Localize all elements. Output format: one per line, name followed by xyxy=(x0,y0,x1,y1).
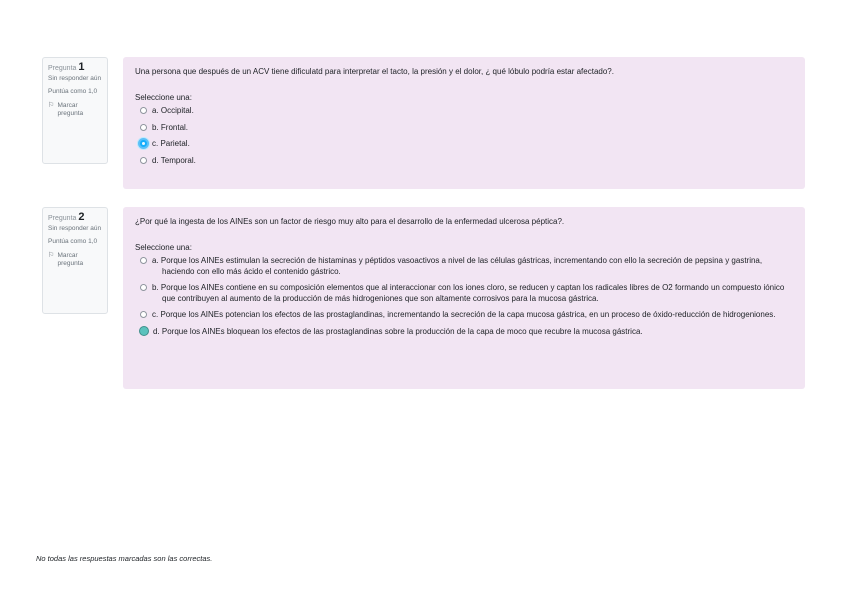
radio-button-selected[interactable] xyxy=(139,326,149,336)
answer-option-b[interactable] xyxy=(135,123,793,134)
flag-question-link[interactable] xyxy=(48,252,102,269)
question-number: Pregunta 1 xyxy=(48,61,85,73)
answer-label: b. Frontal. xyxy=(152,122,189,132)
answer-label: c. Parietal. xyxy=(152,139,190,148)
answer-option-c[interactable] xyxy=(135,310,793,321)
answer-label: d. Porque los AINEs bloquean los efectos de las prostaglandinas sobre la producción de la capa de moco que recubre la mucosa gástrica. xyxy=(153,326,643,336)
radio-button[interactable] xyxy=(140,257,147,264)
flag-icon: ⚐ xyxy=(48,251,55,259)
answer-option-b[interactable] xyxy=(135,283,793,304)
answer-prompt: Seleccione una: xyxy=(135,242,192,252)
question-state: Sin responder aún xyxy=(48,224,102,232)
answer-label: b. Porque los AINEs contiene en su composición elementos que al interaccionar con los iones cloro, se reducen y captan los radicales libres de O2 formando un compuesto iónico que contribuyen al aumento de la producción de más hidrogeniones que son altamente corrosivos para la mucosa gástrica. xyxy=(152,283,785,303)
radio-button[interactable] xyxy=(140,311,147,318)
answer-label: a. Porque los AINEs estimulan la secreción de histaminas y péptidos vasoactivos a nivel de las células gástricas, incrementando con ello la secreción de pepsina y gastrina, haciendo con ello más ácido el contenido gástrico. xyxy=(152,256,763,276)
question-grade: Puntúa como 1,0 xyxy=(48,88,98,95)
answer-prompt: Seleccione una: xyxy=(135,92,192,102)
answer-option-d[interactable] xyxy=(135,156,793,167)
answer-label: d. Temporal. xyxy=(152,155,196,165)
question-number: Pregunta 2 xyxy=(48,211,85,223)
flag-icon: ⚐ xyxy=(48,101,55,109)
radio-button[interactable] xyxy=(140,107,147,114)
question-number-value: 1 xyxy=(78,61,85,73)
question-1-content xyxy=(123,57,805,189)
flag-question-link[interactable] xyxy=(48,102,102,119)
radio-button[interactable] xyxy=(140,157,147,164)
question-grade: Puntúa como 1,0 xyxy=(48,238,98,245)
question-2-info xyxy=(42,207,108,314)
answer-label: c. Porque los AINEs potencian los efectos de las prostaglandinas, incrementando la secreción de la capa mucosa gástrica, en un proceso de óxido-reducción de hidrogeniones. xyxy=(152,310,776,319)
flag-question-label: Marcar pregunta xyxy=(57,251,84,267)
question-number-value: 2 xyxy=(78,211,85,223)
flag-question-label: Marcar pregunta xyxy=(57,101,84,117)
radio-button-selected[interactable] xyxy=(138,138,149,149)
answer-option-a[interactable] xyxy=(135,106,793,117)
answer-option-a[interactable] xyxy=(135,256,793,277)
question-state: Sin responder aún xyxy=(48,74,102,82)
question-text: ¿Por qué la ingesta de los AINEs son un factor de riesgo muy alto para el desarrollo de la enfermedad ulcerosa péptica?. xyxy=(135,217,565,226)
answer-label: a. Occipital. xyxy=(152,106,194,115)
footer-note: No todas las respuestas marcadas son las correctas. xyxy=(36,554,213,563)
question-1-info xyxy=(42,57,108,164)
answer-option-c[interactable] xyxy=(135,139,793,150)
radio-button[interactable] xyxy=(140,124,147,131)
answer-option-d[interactable] xyxy=(135,327,793,338)
question-text: Una persona que después de un ACV tiene dificulatd para interpretar el tacto, la presión y el dolor, ¿ qué lóbulo podría estar afectado?. xyxy=(135,67,614,76)
radio-button[interactable] xyxy=(140,284,147,291)
question-2-content xyxy=(123,207,805,389)
